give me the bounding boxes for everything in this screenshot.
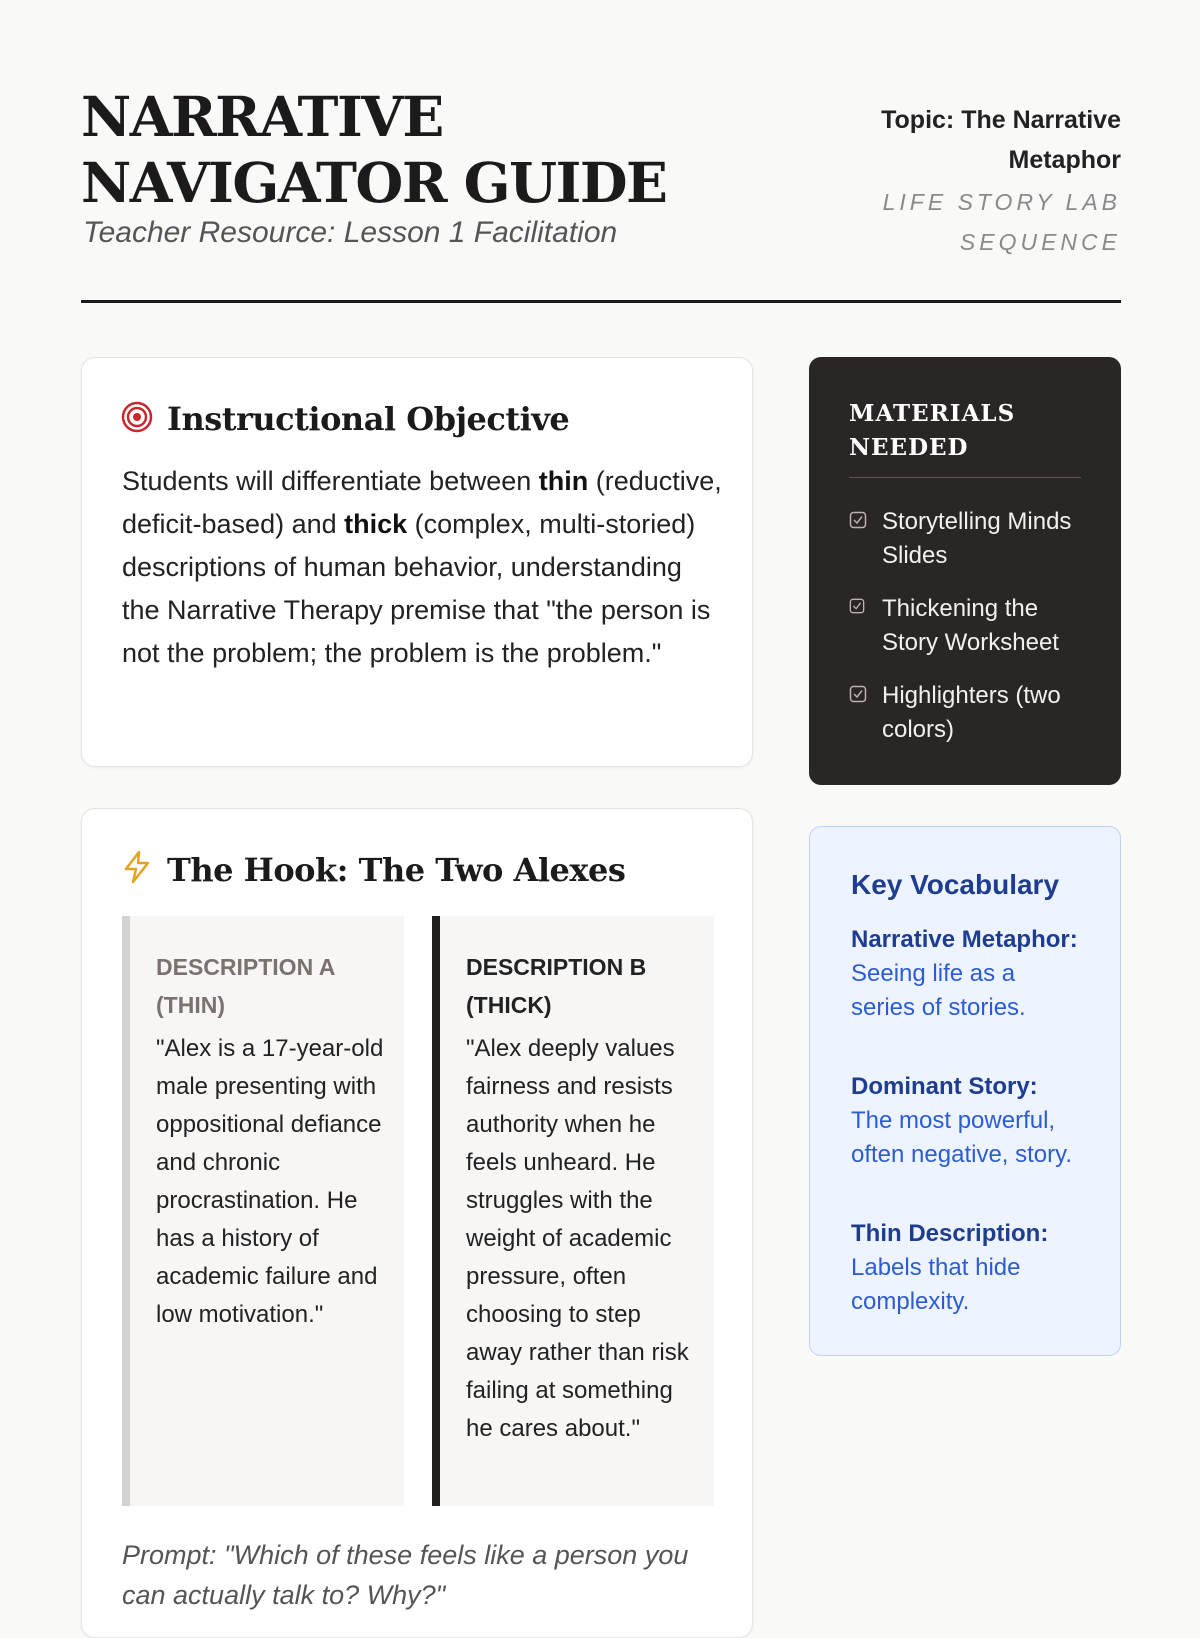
vocabulary-entry (851, 1070, 1083, 1172)
vocabulary-term: Dominant Story: (851, 1073, 1038, 1100)
vocabulary-definition: Seeing life as a series of stories. (851, 960, 1026, 1021)
page-subtitle: Teacher Resource: Lesson 1 Facilitation (83, 216, 618, 249)
vocabulary-term: Thin Description: (851, 1220, 1049, 1247)
objective-bold-thin: thin (538, 466, 589, 496)
materials-item (849, 679, 1089, 747)
vocabulary-entry (851, 1217, 1083, 1319)
materials-item (849, 592, 1089, 660)
materials-item-label: Highlighters (two colors) (882, 682, 1061, 743)
sequence-label: LIFE STORY LAB SEQUENCE (882, 189, 1121, 255)
description-b-panel (432, 916, 714, 1506)
objective-bold-thick: thick (344, 509, 408, 539)
target-icon (121, 401, 153, 438)
checkbox-icon (849, 685, 869, 747)
vocabulary-panel (809, 826, 1121, 1356)
objective-heading: Instructional Objective (167, 400, 570, 438)
topic-label: Topic: The Narrative Metaphor (881, 106, 1121, 174)
description-a-panel (122, 916, 404, 1506)
page (81, 0, 1121, 1610)
header-divider (81, 300, 1121, 303)
materials-item-label: Thickening the Story Worksheet (882, 595, 1059, 656)
materials-item-label: Storytelling Minds Slides (882, 508, 1072, 569)
objective-header (121, 400, 569, 438)
objective-text-part: (reductive, deficit-based) and (122, 466, 722, 539)
materials-item (849, 505, 1089, 573)
page-title: NARRATIVE NAVIGATOR GUIDE (81, 84, 667, 215)
objective-text (122, 460, 722, 675)
vocabulary-definition: The most powerful, often negative, story. (851, 1107, 1073, 1168)
checkbox-icon (849, 598, 869, 660)
vocabulary-heading: Key Vocabulary (851, 869, 1060, 900)
hook-header (121, 850, 625, 889)
vocabulary-term: Narrative Metaphor: (851, 926, 1078, 953)
objective-text-part: Students will differentiate between (122, 466, 539, 496)
materials-heading: MATERIALS NEEDED (849, 397, 1081, 478)
discussion-prompt: Prompt: "Which of these feels like a person you can actually talk to? Why?" (122, 1540, 689, 1610)
checkbox-icon (849, 511, 869, 573)
description-a-text: "Alex is a 17-year-old male presenting with oppositional defiance and chronic procrastination. He has a history of academic failure and low motivation." (156, 1035, 384, 1328)
description-b-text: "Alex deeply values fairness and resists authority when he feels unheard. He struggles with the weight of academic pressure, often choosing to step away rather than risk failing at something he cares about." (466, 1035, 689, 1442)
description-b-label: DESCRIPTION B (THICK) (466, 954, 647, 1018)
vocabulary-definition: Labels that hide complexity. (851, 1254, 1021, 1315)
lightning-icon (121, 850, 153, 889)
objective-text-part: (complex, multi-storied) descriptions of human behavior, understanding the Narrative Therapy premise that "the person is not the problem; the problem is the problem." (122, 509, 711, 668)
materials-panel (809, 357, 1121, 785)
vocabulary-entry (851, 923, 1083, 1025)
hook-heading: The Hook: The Two Alexes (167, 850, 626, 889)
description-a-label: DESCRIPTION A (THIN) (156, 954, 335, 1018)
